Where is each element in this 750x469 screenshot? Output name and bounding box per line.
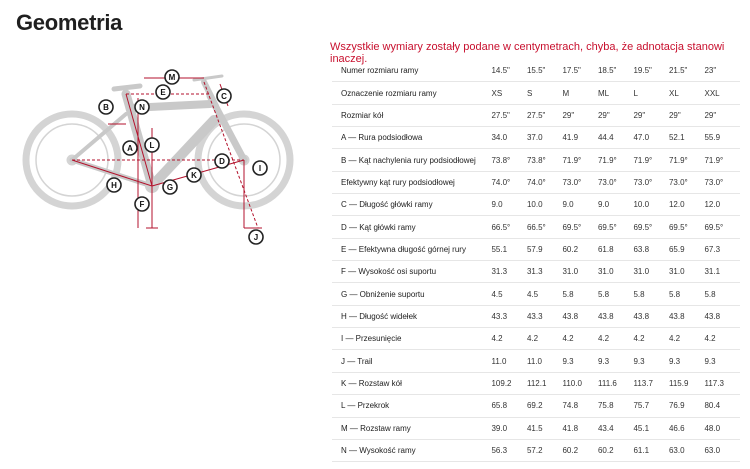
cell-value: 56.3 xyxy=(491,439,527,461)
cell-value: 27.5" xyxy=(527,104,563,126)
cell-value: 43.8 xyxy=(633,305,669,327)
cell-value: 69.5° xyxy=(562,216,598,238)
cell-value: XL xyxy=(669,82,705,104)
row-label: J — Trail xyxy=(332,350,491,372)
cell-value: 4.5 xyxy=(491,283,527,305)
cell-value: 75.7 xyxy=(633,395,669,417)
cell-value: 65.8 xyxy=(491,395,527,417)
cell-value: 110.0 xyxy=(562,372,598,394)
row-label: Numer rozmiaru ramy xyxy=(332,60,491,82)
cell-value: 31.1 xyxy=(704,261,740,283)
cell-value: 73.8° xyxy=(491,149,527,171)
marker-l xyxy=(145,138,159,152)
cell-value: 73.0° xyxy=(562,171,598,193)
table-row xyxy=(332,350,740,372)
row-label: M — Rozstaw ramy xyxy=(332,417,491,439)
cell-value: 4.2 xyxy=(527,328,563,350)
svg-text:E: E xyxy=(160,88,166,97)
cell-value: 43.8 xyxy=(704,305,740,327)
cell-value: 5.8 xyxy=(598,283,634,305)
table-row xyxy=(332,104,740,126)
geometry-table xyxy=(332,60,740,462)
cell-value: 17.5" xyxy=(562,60,598,82)
cell-value: 21.5" xyxy=(669,60,705,82)
cell-value: 71.9° xyxy=(704,149,740,171)
row-label: H — Długość widełek xyxy=(332,305,491,327)
cell-value: 71.9° xyxy=(669,149,705,171)
cell-value: 45.1 xyxy=(633,417,669,439)
table-row xyxy=(332,283,740,305)
row-label: I — Przesunięcie xyxy=(332,328,491,350)
cell-value: M xyxy=(562,82,598,104)
cell-value: 80.4 xyxy=(704,395,740,417)
svg-text:D: D xyxy=(219,157,225,166)
svg-text:C: C xyxy=(221,92,227,101)
svg-text:N: N xyxy=(139,103,145,112)
table-row xyxy=(332,261,740,283)
cell-value: 27.5" xyxy=(491,104,527,126)
cell-value: 57.9 xyxy=(527,238,563,260)
cell-value: 29" xyxy=(704,104,740,126)
cell-value: 31.0 xyxy=(669,261,705,283)
cell-value: 5.8 xyxy=(704,283,740,305)
table-row xyxy=(332,127,740,149)
cell-value: 9.3 xyxy=(633,350,669,372)
row-label: F — Wysokość osi suportu xyxy=(332,261,491,283)
cell-value: 4.2 xyxy=(704,328,740,350)
cell-value: 69.5° xyxy=(598,216,634,238)
cell-value: 23" xyxy=(704,60,740,82)
cell-value: 60.2 xyxy=(562,238,598,260)
cell-value: XS xyxy=(491,82,527,104)
units-note: Wszystkie wymiary zostały podane w centymetrach, chyba, że adnotacja stanowi inaczej. xyxy=(330,41,725,65)
cell-value: 48.0 xyxy=(704,417,740,439)
cell-value: 115.9 xyxy=(669,372,705,394)
row-label: K — Rozstaw kół xyxy=(332,372,491,394)
cell-value: 41.8 xyxy=(562,417,598,439)
cell-value: 34.0 xyxy=(491,127,527,149)
cell-value: 71.9° xyxy=(633,149,669,171)
cell-value: 63.0 xyxy=(704,439,740,461)
marker-j xyxy=(249,230,263,244)
cell-value: 66.5° xyxy=(491,216,527,238)
table-row xyxy=(332,171,740,193)
cell-value: 9.0 xyxy=(491,194,527,216)
svg-text:F: F xyxy=(139,200,145,209)
bike-geometry-diagram xyxy=(18,58,318,258)
cell-value: 71.9° xyxy=(562,149,598,171)
cell-value: 76.9 xyxy=(669,395,705,417)
cell-value: 69.5° xyxy=(633,216,669,238)
marker-g xyxy=(163,180,177,194)
row-label: Oznaczenie rozmiaru ramy xyxy=(332,82,491,104)
cell-value: 117.3 xyxy=(704,372,740,394)
cell-value: 37.0 xyxy=(527,127,563,149)
marker-b xyxy=(99,100,113,114)
cell-value: 11.0 xyxy=(527,350,563,372)
table-row xyxy=(332,328,740,350)
marker-d xyxy=(215,154,229,168)
cell-value: 71.9° xyxy=(598,149,634,171)
cell-value: 41.9 xyxy=(562,127,598,149)
cell-value: 43.8 xyxy=(598,305,634,327)
cell-value: 46.6 xyxy=(669,417,705,439)
cell-value: 60.2 xyxy=(562,439,598,461)
cell-value: 75.8 xyxy=(598,395,634,417)
svg-text:H: H xyxy=(111,181,117,190)
cell-value: 52.1 xyxy=(669,127,705,149)
cell-value: 4.2 xyxy=(598,328,634,350)
row-label: N — Wysokość ramy xyxy=(332,439,491,461)
row-label: A — Rura podsiodłowa xyxy=(332,127,491,149)
cell-value: 5.8 xyxy=(633,283,669,305)
cell-value: 63.8 xyxy=(633,238,669,260)
cell-value: 10.0 xyxy=(527,194,563,216)
cell-value: 4.2 xyxy=(491,328,527,350)
cell-value: 39.0 xyxy=(491,417,527,439)
cell-value: 9.0 xyxy=(598,194,634,216)
row-label: Efektywny kąt rury podsiodłowej xyxy=(332,171,491,193)
table-row xyxy=(332,82,740,104)
cell-value: 9.3 xyxy=(704,350,740,372)
cell-value: 4.2 xyxy=(562,328,598,350)
marker-n xyxy=(135,100,149,114)
row-label: G — Obniżenie suportu xyxy=(332,283,491,305)
cell-value: 109.2 xyxy=(491,372,527,394)
marker-a xyxy=(123,141,137,155)
cell-value: 73.0° xyxy=(704,171,740,193)
cell-value: 73.0° xyxy=(633,171,669,193)
cell-value: 43.4 xyxy=(598,417,634,439)
cell-value: 9.3 xyxy=(669,350,705,372)
cell-value: 31.0 xyxy=(633,261,669,283)
cell-value: S xyxy=(527,82,563,104)
cell-value: XXL xyxy=(704,82,740,104)
table-row xyxy=(332,194,740,216)
cell-value: 9.3 xyxy=(562,350,598,372)
cell-value: 43.8 xyxy=(669,305,705,327)
table-row xyxy=(332,216,740,238)
cell-value: 74.0° xyxy=(527,171,563,193)
svg-text:I: I xyxy=(258,164,262,173)
table-row xyxy=(332,395,740,417)
cell-value: 9.0 xyxy=(562,194,598,216)
table-row xyxy=(332,417,740,439)
marker-m xyxy=(165,70,179,84)
cell-value: 69.5° xyxy=(669,216,705,238)
page-title: Geometria xyxy=(16,10,123,35)
row-label: E — Efektywna długość górnej rury xyxy=(332,238,491,260)
cell-value: 31.0 xyxy=(598,261,634,283)
marker-i xyxy=(253,161,267,175)
marker-f xyxy=(135,197,149,211)
cell-value: 65.9 xyxy=(669,238,705,260)
cell-value: 11.0 xyxy=(491,350,527,372)
cell-value: 66.5° xyxy=(527,216,563,238)
cell-value: 29" xyxy=(669,104,705,126)
cell-value: 73.8° xyxy=(527,149,563,171)
cell-value: 4.2 xyxy=(669,328,705,350)
cell-value: 18.5" xyxy=(598,60,634,82)
cell-value: 43.3 xyxy=(527,305,563,327)
table-row xyxy=(332,372,740,394)
cell-value: 74.8 xyxy=(562,395,598,417)
cell-value: 67.3 xyxy=(704,238,740,260)
table-row xyxy=(332,238,740,260)
cell-value: 43.3 xyxy=(491,305,527,327)
cell-value: 14.5" xyxy=(491,60,527,82)
cell-value: 5.8 xyxy=(669,283,705,305)
cell-value: 69.2 xyxy=(527,395,563,417)
row-label: Rozmiar kół xyxy=(332,104,491,126)
cell-value: 55.9 xyxy=(704,127,740,149)
cell-value: 4.2 xyxy=(633,328,669,350)
svg-text:L: L xyxy=(149,141,155,150)
svg-text:M: M xyxy=(168,73,176,82)
cell-value: 61.8 xyxy=(598,238,634,260)
cell-value: 44.4 xyxy=(598,127,634,149)
cell-value: 73.0° xyxy=(669,171,705,193)
cell-value: 69.5° xyxy=(704,216,740,238)
cell-value: 4.5 xyxy=(527,283,563,305)
cell-value: 55.1 xyxy=(491,238,527,260)
row-label: B — Kąt nachylenia rury podsiodłowej xyxy=(332,149,491,171)
cell-value: L xyxy=(633,82,669,104)
cell-value: 5.8 xyxy=(562,283,598,305)
svg-text:K: K xyxy=(191,171,197,180)
table-row xyxy=(332,149,740,171)
cell-value: 12.0 xyxy=(704,194,740,216)
row-label: C — Długość główki ramy xyxy=(332,194,491,216)
table-row xyxy=(332,305,740,327)
cell-value: 60.2 xyxy=(598,439,634,461)
cell-value: 74.0° xyxy=(491,171,527,193)
cell-value: 113.7 xyxy=(633,372,669,394)
row-label: D — Kąt główki ramy xyxy=(332,216,491,238)
table-row xyxy=(332,60,740,82)
cell-value: ML xyxy=(598,82,634,104)
svg-text:A: A xyxy=(127,144,133,153)
cell-value: 112.1 xyxy=(527,372,563,394)
cell-value: 31.0 xyxy=(562,261,598,283)
marker-c xyxy=(217,89,231,103)
table-row xyxy=(332,439,740,461)
svg-text:J: J xyxy=(253,233,259,242)
svg-text:G: G xyxy=(166,183,174,192)
cell-value: 31.3 xyxy=(491,261,527,283)
cell-value: 29" xyxy=(598,104,634,126)
cell-value: 61.1 xyxy=(633,439,669,461)
cell-value: 29" xyxy=(562,104,598,126)
cell-value: 31.3 xyxy=(527,261,563,283)
row-label: L — Przekrok xyxy=(332,395,491,417)
cell-value: 63.0 xyxy=(669,439,705,461)
cell-value: 73.0° xyxy=(598,171,634,193)
cell-value: 9.3 xyxy=(598,350,634,372)
cell-value: 12.0 xyxy=(669,194,705,216)
cell-value: 29" xyxy=(633,104,669,126)
marker-h xyxy=(107,178,121,192)
cell-value: 111.6 xyxy=(598,372,634,394)
marker-k xyxy=(187,168,201,182)
cell-value: 15.5" xyxy=(527,60,563,82)
marker-e xyxy=(156,85,170,99)
svg-text:B: B xyxy=(103,103,109,112)
cell-value: 57.2 xyxy=(527,439,563,461)
cell-value: 43.8 xyxy=(562,305,598,327)
cell-value: 10.0 xyxy=(633,194,669,216)
cell-value: 41.5 xyxy=(527,417,563,439)
cell-value: 47.0 xyxy=(633,127,669,149)
cell-value: 19.5" xyxy=(633,60,669,82)
